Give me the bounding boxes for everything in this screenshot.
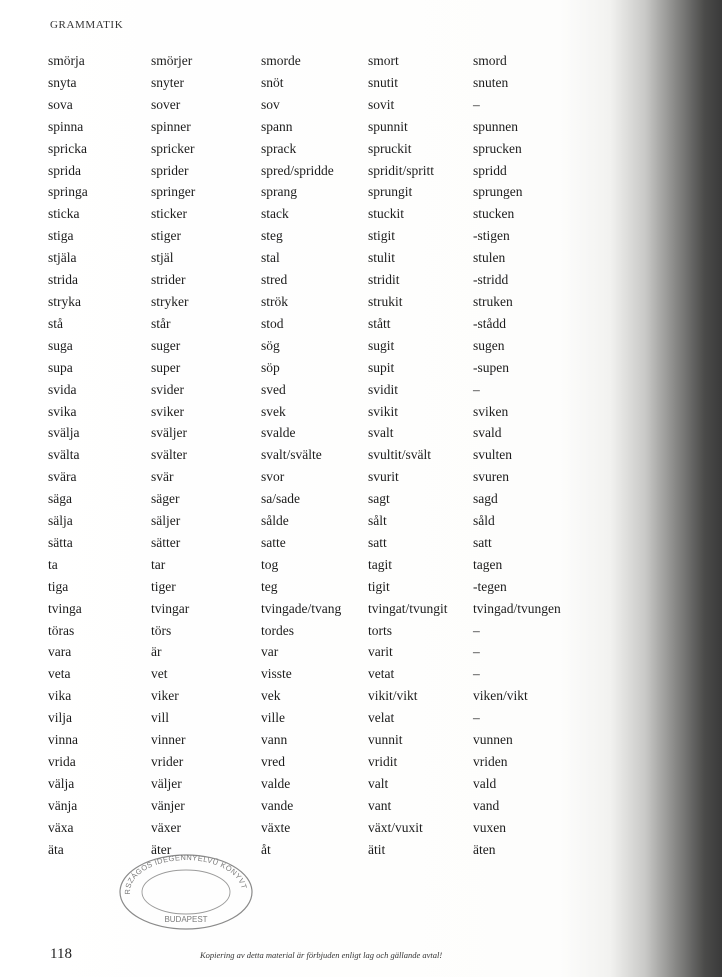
verb-present: vill: [151, 710, 170, 726]
verb-participle: vald: [473, 775, 497, 791]
verb-present: snyter: [151, 74, 184, 90]
verb-present: tar: [151, 556, 166, 572]
verb-infinitive: sprida: [48, 162, 81, 178]
verb-supine: satt: [368, 534, 387, 550]
verb-infinitive: vara: [48, 644, 72, 660]
verb-row: [48, 795, 583, 817]
verb-present: säger: [151, 491, 180, 507]
verb-participle: spunnen: [473, 118, 518, 134]
verb-preterite: spred/spridde: [261, 162, 334, 178]
verb-row: [48, 72, 583, 94]
verb-preterite: sprack: [261, 140, 297, 156]
verb-supine: ätit: [368, 841, 386, 857]
verb-preterite: vek: [261, 688, 281, 704]
verb-infinitive: svika: [48, 403, 77, 419]
verb-preterite: vann: [261, 732, 288, 748]
verb-infinitive: sälja: [48, 513, 73, 529]
verb-row: [48, 817, 583, 839]
verb-present: törs: [151, 622, 172, 638]
verb-preterite: svek: [261, 403, 286, 419]
verb-present: svider: [151, 381, 184, 397]
verb-participle: –: [473, 381, 480, 397]
verb-row: [48, 663, 583, 685]
verb-present: vrider: [151, 754, 184, 769]
verb-present: sover: [151, 96, 181, 112]
verb-participle: såld: [473, 513, 495, 529]
verb-row: [48, 641, 583, 663]
verb-infinitive: välja: [48, 775, 75, 791]
verb-present: super: [151, 359, 181, 375]
verb-participle: –: [473, 96, 480, 112]
verb-participle: äten: [473, 841, 496, 857]
verb-supine: spunnit: [368, 118, 408, 134]
verb-supine: vetat: [368, 666, 395, 682]
stamp-bottom-text: BUDAPEST: [164, 915, 208, 924]
verb-row: [48, 554, 583, 576]
running-header: GRAMMATIK: [50, 19, 124, 31]
verb-present: suger: [151, 337, 181, 353]
verb-preterite: sov: [261, 96, 280, 112]
svg-text:ORSZÁGOS IDEGENNYELVŰ KÖNYVTÁR: [116, 852, 249, 895]
verb-present: sväljer: [151, 425, 187, 441]
verb-infinitive: spinna: [48, 118, 84, 134]
verb-infinitive: spricka: [48, 140, 87, 156]
verb-participle: sprucken: [473, 140, 522, 156]
verb-participle: -stådd: [473, 315, 506, 331]
verb-supine: valt: [368, 775, 389, 791]
verb-supine: svikit: [368, 403, 399, 419]
verb-supine: stulit: [368, 250, 396, 266]
verb-participle: vunnen: [473, 732, 513, 748]
verb-infinitive: töras: [48, 622, 75, 638]
verb-row: [48, 620, 583, 642]
verb-row: [48, 335, 583, 357]
verb-participle: vand: [473, 797, 500, 813]
verb-row: [48, 357, 583, 379]
verb-table: [48, 50, 583, 861]
verb-supine: stått: [368, 315, 391, 331]
verb-supine: vunnit: [368, 732, 403, 748]
verb-preterite: strök: [261, 293, 288, 309]
verb-participle: -tegen: [473, 578, 507, 594]
verb-preterite: tog: [261, 556, 279, 572]
verb-participle: sviken: [473, 403, 509, 419]
verb-preterite: teg: [261, 578, 278, 594]
verb-preterite: var: [261, 644, 279, 660]
verb-preterite: sa/sade: [261, 491, 300, 507]
verb-participle: -supen: [473, 359, 509, 375]
verb-preterite: satte: [261, 534, 286, 550]
verb-row: [48, 532, 583, 554]
verb-supine: sovit: [368, 96, 395, 112]
verb-participle: stulen: [473, 250, 506, 266]
verb-supine: sugit: [368, 337, 395, 353]
verb-supine: varit: [368, 644, 393, 660]
verb-supine: stigit: [368, 228, 396, 244]
verb-infinitive: vinna: [48, 732, 78, 748]
verb-infinitive: svida: [48, 381, 77, 397]
verb-infinitive: stryka: [48, 293, 81, 309]
verb-preterite: smorde: [261, 53, 301, 68]
verb-infinitive: stjäla: [48, 250, 77, 266]
verb-row: [48, 160, 583, 182]
verb-infinitive: svälja: [48, 425, 80, 441]
verb-row: [48, 576, 583, 598]
verb-row: [48, 685, 583, 707]
verb-preterite: sålde: [261, 513, 289, 529]
verb-infinitive: växa: [48, 819, 74, 835]
verb-row: [48, 94, 583, 116]
verb-present: svälter: [151, 447, 187, 463]
verb-participle: struken: [473, 293, 513, 309]
verb-row: [48, 401, 583, 423]
verb-row: [48, 50, 583, 72]
verb-preterite: svor: [261, 469, 285, 485]
verb-infinitive: snyta: [48, 74, 77, 90]
verb-participle: sprungen: [473, 184, 523, 200]
verb-infinitive: svära: [48, 469, 77, 485]
verb-infinitive: vrida: [48, 754, 76, 769]
verb-infinitive: stå: [48, 315, 63, 331]
verb-participle: vriden: [473, 754, 508, 769]
verb-present: spricker: [151, 140, 195, 156]
verb-present: vänjer: [151, 797, 185, 813]
verb-supine: smort: [368, 53, 399, 68]
verb-row: [48, 598, 583, 620]
verb-participle: snuten: [473, 74, 509, 90]
verb-supine: tagit: [368, 556, 392, 572]
verb-supine: växt/vuxit: [368, 819, 423, 835]
verb-row: [48, 313, 583, 335]
verb-preterite: snöt: [261, 74, 284, 90]
verb-preterite: vande: [261, 797, 294, 813]
library-stamp-graphic: [116, 852, 256, 932]
verb-infinitive: smörja: [48, 53, 85, 68]
verb-present: sätter: [151, 534, 181, 550]
verb-infinitive: sätta: [48, 534, 73, 550]
verb-row: [48, 510, 583, 532]
verb-row: [48, 422, 583, 444]
stamp-top-text: RSZÁGOS IDEGENNYELVŰ KÖNYVT: [122, 852, 249, 895]
verb-infinitive: stiga: [48, 228, 74, 244]
verb-present: vet: [151, 666, 168, 682]
verb-present: sprider: [151, 162, 189, 178]
verb-preterite: växte: [261, 819, 291, 835]
verb-row: [48, 291, 583, 313]
verb-preterite: stred: [261, 272, 288, 288]
copyright-notice: Kopiering av detta material är förbjuden enligt lag och gällande avtal!: [200, 950, 443, 960]
verb-infinitive: tvinga: [48, 600, 82, 616]
verb-row: [48, 729, 583, 751]
verb-preterite: visste: [261, 666, 292, 682]
verb-present: strider: [151, 272, 186, 288]
verb-preterite: valde: [261, 775, 291, 791]
verb-present: vinner: [151, 732, 186, 748]
verb-participle: –: [473, 710, 480, 726]
verb-preterite: steg: [261, 228, 283, 244]
verb-participle: –: [473, 644, 480, 660]
verb-present: stiger: [151, 228, 181, 244]
verb-supine: velat: [368, 710, 395, 726]
verb-preterite: svalde: [261, 425, 296, 441]
verb-participle: spridd: [473, 162, 507, 178]
verb-supine: vikit/vikt: [368, 688, 418, 704]
verb-present: är: [151, 644, 162, 660]
verb-participle: sagd: [473, 491, 498, 507]
verb-present: tiger: [151, 578, 176, 594]
verb-supine: svidit: [368, 381, 399, 397]
verb-participle: svuren: [473, 469, 509, 485]
verb-supine: supit: [368, 359, 395, 375]
verb-infinitive: supa: [48, 359, 73, 375]
verb-preterite: ville: [261, 710, 285, 726]
verb-preterite: söp: [261, 359, 280, 375]
verb-present: stjäl: [151, 250, 174, 266]
verb-row: [48, 444, 583, 466]
verb-preterite: spann: [261, 118, 293, 134]
verb-preterite: tordes: [261, 622, 294, 638]
verb-infinitive: tiga: [48, 578, 69, 594]
verb-row: [48, 488, 583, 510]
library-stamp: [116, 852, 256, 932]
verb-participle: vuxen: [473, 819, 506, 835]
verb-infinitive: veta: [48, 666, 71, 682]
verb-row: [48, 247, 583, 269]
verb-row: [48, 116, 583, 138]
verb-supine: strukit: [368, 293, 403, 309]
verb-supine: snutit: [368, 74, 399, 90]
verb-preterite: stack: [261, 206, 289, 222]
verb-preterite: stod: [261, 315, 284, 331]
verb-row: [48, 181, 583, 203]
verb-preterite: vred: [261, 754, 285, 769]
verb-supine: svalt: [368, 425, 394, 441]
verb-participle: svald: [473, 425, 502, 441]
verb-participle: smord: [473, 53, 507, 68]
verb-supine: spruckit: [368, 140, 412, 156]
verb-present: äter: [151, 841, 172, 857]
verb-infinitive: säga: [48, 491, 72, 507]
verb-supine: vant: [368, 797, 392, 813]
verb-participle: -stigen: [473, 228, 510, 244]
verb-participle: stucken: [473, 206, 515, 222]
verb-row: [48, 225, 583, 247]
verb-participle: tagen: [473, 556, 503, 572]
verb-present: smörjer: [151, 53, 193, 68]
verb-participle: svulten: [473, 447, 512, 463]
verb-infinitive: sticka: [48, 206, 80, 222]
verb-present: sticker: [151, 206, 187, 222]
verb-present: sviker: [151, 403, 184, 419]
verb-supine: sprungit: [368, 184, 413, 200]
verb-present: stryker: [151, 293, 189, 309]
verb-row: [48, 138, 583, 160]
verb-infinitive: springa: [48, 184, 88, 200]
verb-infinitive: äta: [48, 841, 64, 857]
page-number: 118: [50, 946, 72, 962]
verb-supine: svurit: [368, 469, 399, 485]
verb-row: [48, 466, 583, 488]
verb-participle: –: [473, 622, 480, 638]
verb-infinitive: sova: [48, 96, 73, 112]
verb-supine: svultit/svält: [368, 447, 432, 463]
verb-present: spinner: [151, 118, 191, 134]
verb-row: [48, 751, 583, 773]
verb-supine: vridit: [368, 754, 398, 769]
verb-supine: stridit: [368, 272, 400, 288]
verb-table-body: [48, 50, 583, 861]
verb-present: väljer: [151, 775, 182, 791]
verb-row: [48, 379, 583, 401]
verb-preterite: svalt/svälte: [261, 447, 322, 463]
verb-preterite: tvingade/tvang: [261, 600, 342, 616]
verb-present: säljer: [151, 513, 181, 529]
verb-infinitive: vänja: [48, 797, 78, 813]
verb-preterite: sprang: [261, 184, 297, 200]
verb-participle: sugen: [473, 337, 505, 353]
verb-preterite: sög: [261, 337, 280, 353]
verb-present: tvingar: [151, 600, 190, 616]
verb-infinitive: vilja: [48, 710, 72, 726]
verb-infinitive: svälta: [48, 447, 80, 463]
verb-supine: stuckit: [368, 206, 404, 222]
verb-supine: sålt: [368, 513, 387, 529]
verb-participle: viken/vikt: [473, 688, 528, 704]
verb-row: [48, 773, 583, 795]
verb-infinitive: ta: [48, 556, 58, 572]
verb-row: [48, 269, 583, 291]
verb-supine: tvingat/tvungit: [368, 600, 448, 616]
verb-present: springer: [151, 184, 196, 200]
verb-supine: tigit: [368, 578, 390, 594]
verb-preterite: sved: [261, 381, 286, 397]
verb-supine: torts: [368, 622, 393, 638]
verb-preterite: stal: [261, 250, 280, 266]
verb-participle: -stridd: [473, 272, 509, 288]
verb-participle: –: [473, 666, 480, 682]
verb-participle: satt: [473, 534, 492, 550]
verb-infinitive: strida: [48, 272, 78, 288]
verb-row: [48, 707, 583, 729]
verb-preterite: åt: [261, 841, 271, 857]
verb-present: svär: [151, 469, 174, 485]
verb-supine: sagt: [368, 491, 390, 507]
verb-infinitive: suga: [48, 337, 73, 353]
verb-supine: spridit/spritt: [368, 162, 435, 178]
verb-infinitive: vika: [48, 688, 72, 704]
verb-participle: tvingad/tvungen: [473, 600, 561, 616]
verb-present: viker: [151, 688, 179, 704]
verb-row: [48, 203, 583, 225]
verb-present: står: [151, 315, 171, 331]
verb-present: växer: [151, 819, 181, 835]
